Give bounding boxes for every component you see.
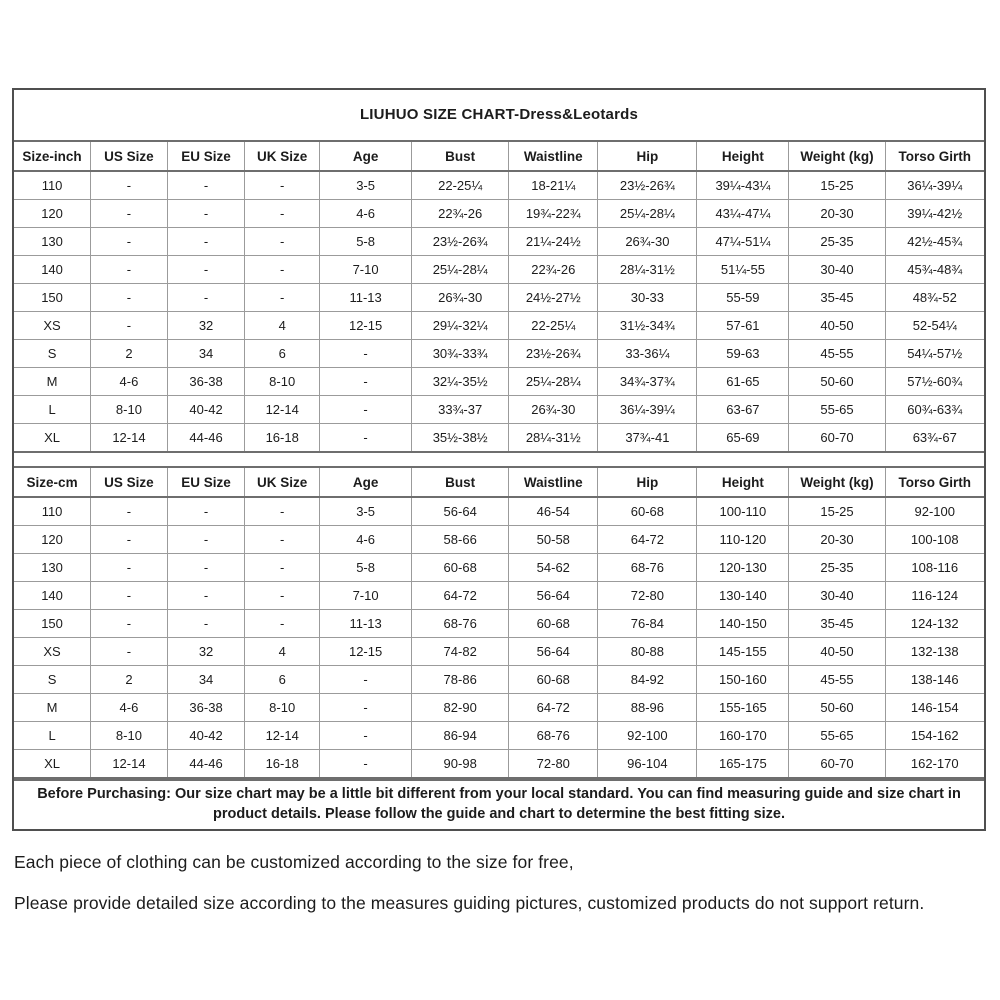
table-cell: - xyxy=(91,284,168,312)
table-cell: - xyxy=(91,554,168,582)
table-cell: 64-72 xyxy=(412,582,509,610)
table-cell: 68-76 xyxy=(509,722,598,750)
table-cell: 50-58 xyxy=(509,526,598,554)
table-cell: 42½-45¾ xyxy=(885,228,984,256)
table-cell: - xyxy=(167,497,245,526)
header-cell: Hip xyxy=(598,467,697,497)
table-cell: 78-86 xyxy=(412,666,509,694)
table-cell: 28¼-31½ xyxy=(598,256,697,284)
table-cell: 11-13 xyxy=(320,610,412,638)
table-cell: 35½-38½ xyxy=(412,424,509,453)
table-cell: 30-40 xyxy=(789,256,885,284)
size-table-cm xyxy=(14,466,984,779)
table-cell: 3-5 xyxy=(320,171,412,200)
table-cell: - xyxy=(245,228,320,256)
table-cell: 132-138 xyxy=(885,638,984,666)
table-cell: - xyxy=(167,200,245,228)
footnotes xyxy=(14,852,986,934)
table-cell: - xyxy=(245,526,320,554)
table-cell: 8-10 xyxy=(245,694,320,722)
header-cell: Age xyxy=(320,467,412,497)
table-cell: 6 xyxy=(245,666,320,694)
table-cell: 56-64 xyxy=(412,497,509,526)
table-cell: 19¾-22¾ xyxy=(509,200,598,228)
table-cell: - xyxy=(167,171,245,200)
table-cell: 60-70 xyxy=(789,424,885,453)
table-cell: - xyxy=(91,256,168,284)
table-cell: - xyxy=(167,256,245,284)
table-cell: 34 xyxy=(167,666,245,694)
table-row xyxy=(14,750,984,779)
table-cell: 36¼-39¼ xyxy=(598,396,697,424)
table-cell: - xyxy=(91,526,168,554)
table-cell: 55-65 xyxy=(789,722,885,750)
table-cell: 25-35 xyxy=(789,228,885,256)
table-cell: 160-170 xyxy=(697,722,789,750)
size-cell: S xyxy=(14,340,91,368)
table-cell: 20-30 xyxy=(789,200,885,228)
header-cell: Weight (kg) xyxy=(789,141,885,171)
table-cell: 92-100 xyxy=(885,497,984,526)
table-cell: 32 xyxy=(167,638,245,666)
table-cell: - xyxy=(91,200,168,228)
table-cell: 140-150 xyxy=(697,610,789,638)
size-cell: XS xyxy=(14,312,91,340)
table-row xyxy=(14,228,984,256)
table-cell: 61-65 xyxy=(697,368,789,396)
table-cell: 36¼-39¼ xyxy=(885,171,984,200)
table-cell: 45-55 xyxy=(789,666,885,694)
header-cell: US Size xyxy=(91,467,168,497)
table-cell: - xyxy=(167,610,245,638)
header-cell: Bust xyxy=(412,467,509,497)
table-cell: 22-25¼ xyxy=(412,171,509,200)
table-cell: 146-154 xyxy=(885,694,984,722)
table-row xyxy=(14,497,984,526)
table-cell: 12-14 xyxy=(91,750,168,779)
table-row xyxy=(14,424,984,453)
table-cell: 63-67 xyxy=(697,396,789,424)
table-row xyxy=(14,582,984,610)
table-cell: - xyxy=(167,228,245,256)
table-cell: 4-6 xyxy=(320,200,412,228)
table-row xyxy=(14,284,984,312)
table-cell: - xyxy=(91,228,168,256)
table-cell: 68-76 xyxy=(598,554,697,582)
table-cell: 26¾-30 xyxy=(598,228,697,256)
table-cell: 7-10 xyxy=(320,582,412,610)
table-cell: 22¾-26 xyxy=(509,256,598,284)
header-cell: Torso Girth xyxy=(885,467,984,497)
table-cell: 39¼-42½ xyxy=(885,200,984,228)
table-cell: - xyxy=(167,554,245,582)
size-cell: XL xyxy=(14,750,91,779)
table-cell: 43¼-47¼ xyxy=(697,200,789,228)
table-cell: 40-42 xyxy=(167,722,245,750)
table-cell: 25¼-28¼ xyxy=(598,200,697,228)
table-cell: 25¼-28¼ xyxy=(412,256,509,284)
table-cell: 32¼-35½ xyxy=(412,368,509,396)
table-cell: 80-88 xyxy=(598,638,697,666)
table-cell: 110-120 xyxy=(697,526,789,554)
table-cell: 20-30 xyxy=(789,526,885,554)
table-cell: 8-10 xyxy=(91,722,168,750)
table-cell: 2 xyxy=(91,340,168,368)
table-cell: 29¼-32¼ xyxy=(412,312,509,340)
table-cell: 72-80 xyxy=(509,750,598,779)
table-cell: 4 xyxy=(245,312,320,340)
table-cell: 145-155 xyxy=(697,638,789,666)
table-cell: - xyxy=(245,610,320,638)
table-cell: 45¾-48¾ xyxy=(885,256,984,284)
table-cell: 30-33 xyxy=(598,284,697,312)
table-cell: 65-69 xyxy=(697,424,789,453)
table-cell: 74-82 xyxy=(412,638,509,666)
size-cell: 110 xyxy=(14,171,91,200)
table-cell: 60-68 xyxy=(412,554,509,582)
header-cell: Hip xyxy=(598,141,697,171)
table-cell: 54-62 xyxy=(509,554,598,582)
table-cell: 12-14 xyxy=(245,722,320,750)
table-cell: 51¼-55 xyxy=(697,256,789,284)
table-cell: 15-25 xyxy=(789,171,885,200)
table-cell: - xyxy=(91,312,168,340)
header-cell: Torso Girth xyxy=(885,141,984,171)
table-cell: 44-46 xyxy=(167,750,245,779)
table-cell: 54¼-57½ xyxy=(885,340,984,368)
purchase-note: Before Purchasing: Our size chart may be a little bit different from your local standard. You can find measuring guide and size chart in product details. Please follow the guide and chart to determine the best fitting size. xyxy=(14,779,984,829)
table-cell: - xyxy=(320,340,412,368)
table-cell: 30¾-33¾ xyxy=(412,340,509,368)
table-cell: 21¼-24½ xyxy=(509,228,598,256)
table-cell: 108-116 xyxy=(885,554,984,582)
table-row xyxy=(14,610,984,638)
table-cell: 165-175 xyxy=(697,750,789,779)
size-cell: 110 xyxy=(14,497,91,526)
table-cell: - xyxy=(167,526,245,554)
table-cell: 90-98 xyxy=(412,750,509,779)
table-cell: 96-104 xyxy=(598,750,697,779)
size-cell: 150 xyxy=(14,610,91,638)
table-cell: 46-54 xyxy=(509,497,598,526)
table-cell: 31½-34¾ xyxy=(598,312,697,340)
table-cell: 12-15 xyxy=(320,638,412,666)
table-cell: 26¾-30 xyxy=(412,284,509,312)
table-cell: 23½-26¾ xyxy=(412,228,509,256)
table-cell: 82-90 xyxy=(412,694,509,722)
table-row xyxy=(14,694,984,722)
table-row xyxy=(14,312,984,340)
table-cell: 57-61 xyxy=(697,312,789,340)
size-cell: M xyxy=(14,368,91,396)
table-row xyxy=(14,171,984,200)
table-cell: 33-36¼ xyxy=(598,340,697,368)
table-row xyxy=(14,368,984,396)
table-cell: 44-46 xyxy=(167,424,245,453)
table-cell: 28¼-31½ xyxy=(509,424,598,453)
table-cell: - xyxy=(167,284,245,312)
footnote-return-policy: Please provide detailed size according to the measures guiding pictures, customized products do not support return. xyxy=(14,893,925,913)
table-row xyxy=(14,526,984,554)
table-cell: 26¾-30 xyxy=(509,396,598,424)
table-cell: 8-10 xyxy=(245,368,320,396)
table-cell: 15-25 xyxy=(789,497,885,526)
table-cell: 64-72 xyxy=(509,694,598,722)
table-cell: - xyxy=(245,497,320,526)
table-cell: 4 xyxy=(245,638,320,666)
table-row xyxy=(14,554,984,582)
table-cell: 86-94 xyxy=(412,722,509,750)
header-row-inch xyxy=(14,141,984,171)
table-cell: 6 xyxy=(245,340,320,368)
header-cell: Age xyxy=(320,141,412,171)
table-cell: 37¾-41 xyxy=(598,424,697,453)
table-cell: 7-10 xyxy=(320,256,412,284)
table-cell: - xyxy=(245,200,320,228)
table-cell: 35-45 xyxy=(789,284,885,312)
table-cell: 5-8 xyxy=(320,554,412,582)
size-cell: L xyxy=(14,722,91,750)
table-cell: 64-72 xyxy=(598,526,697,554)
header-cell: Size-cm xyxy=(14,467,91,497)
table-cell: 60-68 xyxy=(509,666,598,694)
table-cell: - xyxy=(320,694,412,722)
table-cell: 34¾-37¾ xyxy=(598,368,697,396)
table-cell: 162-170 xyxy=(885,750,984,779)
table-cell: 60¾-63¾ xyxy=(885,396,984,424)
table-cell: 130-140 xyxy=(697,582,789,610)
table-row xyxy=(14,396,984,424)
table-row xyxy=(14,722,984,750)
table-row xyxy=(14,200,984,228)
table-cell: 30-40 xyxy=(789,582,885,610)
table-cell: 100-110 xyxy=(697,497,789,526)
table-cell: 36-38 xyxy=(167,368,245,396)
table-cell: 24½-27½ xyxy=(509,284,598,312)
table-cell: 56-64 xyxy=(509,582,598,610)
table-cell: 3-5 xyxy=(320,497,412,526)
header-cell: US Size xyxy=(91,141,168,171)
table-cell: 56-64 xyxy=(509,638,598,666)
table-cell: 63¾-67 xyxy=(885,424,984,453)
table-cell: 25¼-28¼ xyxy=(509,368,598,396)
table-cell: 18-21¼ xyxy=(509,171,598,200)
size-cell: 140 xyxy=(14,256,91,284)
table-cell: 22-25¼ xyxy=(509,312,598,340)
table-cell: 39¼-43¼ xyxy=(697,171,789,200)
size-cell: XS xyxy=(14,638,91,666)
table-divider-gap xyxy=(14,453,984,466)
header-cell: Size-inch xyxy=(14,141,91,171)
header-cell: Height xyxy=(697,141,789,171)
header-cell: Waistline xyxy=(509,141,598,171)
table-cell: - xyxy=(91,582,168,610)
table-cell: 84-92 xyxy=(598,666,697,694)
table-cell: 47¼-51¼ xyxy=(697,228,789,256)
table-cell: - xyxy=(91,610,168,638)
table-row xyxy=(14,638,984,666)
header-cell: EU Size xyxy=(167,141,245,171)
header-cell: Height xyxy=(697,467,789,497)
table-cell: 33¾-37 xyxy=(412,396,509,424)
table-cell: - xyxy=(245,582,320,610)
table-cell: - xyxy=(245,284,320,312)
table-cell: 124-132 xyxy=(885,610,984,638)
size-cell: 130 xyxy=(14,554,91,582)
table-cell: 120-130 xyxy=(697,554,789,582)
table-cell: - xyxy=(245,171,320,200)
table-cell: 45-55 xyxy=(789,340,885,368)
size-cell: S xyxy=(14,666,91,694)
table-cell: 92-100 xyxy=(598,722,697,750)
table-cell: 76-84 xyxy=(598,610,697,638)
table-cell: 4-6 xyxy=(320,526,412,554)
table-cell: 68-76 xyxy=(412,610,509,638)
size-cell: 150 xyxy=(14,284,91,312)
table-cell: 25-35 xyxy=(789,554,885,582)
table-cell: 4-6 xyxy=(91,368,168,396)
table-cell: - xyxy=(91,497,168,526)
table-cell: 138-146 xyxy=(885,666,984,694)
table-cell: 32 xyxy=(167,312,245,340)
table-cell: 23½-26¾ xyxy=(509,340,598,368)
size-cell: XL xyxy=(14,424,91,453)
table-cell: 50-60 xyxy=(789,368,885,396)
table-cell: 150-160 xyxy=(697,666,789,694)
table-cell: 116-124 xyxy=(885,582,984,610)
header-cell: Waistline xyxy=(509,467,598,497)
table-cell: 60-70 xyxy=(789,750,885,779)
table-cell: - xyxy=(320,722,412,750)
table-cell: 72-80 xyxy=(598,582,697,610)
table-cell: - xyxy=(91,638,168,666)
size-cell: L xyxy=(14,396,91,424)
table-cell: 100-108 xyxy=(885,526,984,554)
table-cell: - xyxy=(320,424,412,453)
table-cell: 59-63 xyxy=(697,340,789,368)
size-table-inch xyxy=(14,140,984,453)
table-cell: - xyxy=(320,368,412,396)
table-cell: 12-15 xyxy=(320,312,412,340)
header-row-cm xyxy=(14,467,984,497)
table-cell: 16-18 xyxy=(245,750,320,779)
table-cell: 154-162 xyxy=(885,722,984,750)
table-cell: 48¾-52 xyxy=(885,284,984,312)
table-cell: 57½-60¾ xyxy=(885,368,984,396)
table-cell: 55-59 xyxy=(697,284,789,312)
table-row xyxy=(14,256,984,284)
table-cell: 58-66 xyxy=(412,526,509,554)
header-cell: UK Size xyxy=(245,467,320,497)
table-cell: 88-96 xyxy=(598,694,697,722)
table-cell: 16-18 xyxy=(245,424,320,453)
size-cell: 120 xyxy=(14,526,91,554)
table-cell: 40-50 xyxy=(789,312,885,340)
table-cell: 11-13 xyxy=(320,284,412,312)
table-cell: - xyxy=(320,396,412,424)
table-cell: 12-14 xyxy=(245,396,320,424)
table-cell: - xyxy=(167,582,245,610)
table-cell: 155-165 xyxy=(697,694,789,722)
table-cell: 60-68 xyxy=(509,610,598,638)
table-cell: - xyxy=(91,171,168,200)
header-cell: EU Size xyxy=(167,467,245,497)
size-cell: 130 xyxy=(14,228,91,256)
table-cell: 2 xyxy=(91,666,168,694)
table-cell: 40-42 xyxy=(167,396,245,424)
table-row xyxy=(14,666,984,694)
table-cell: 12-14 xyxy=(91,424,168,453)
table-cell: 60-68 xyxy=(598,497,697,526)
size-chart-panel xyxy=(12,88,986,831)
table-cell: 55-65 xyxy=(789,396,885,424)
table-cell: 34 xyxy=(167,340,245,368)
table-cell: - xyxy=(320,750,412,779)
table-cell: 50-60 xyxy=(789,694,885,722)
size-cell: 120 xyxy=(14,200,91,228)
table-cell: - xyxy=(245,256,320,284)
header-cell: UK Size xyxy=(245,141,320,171)
table-cell: 4-6 xyxy=(91,694,168,722)
chart-title: LIUHUO SIZE CHART-Dress&Leotards xyxy=(359,106,639,123)
table-cell: 5-8 xyxy=(320,228,412,256)
header-cell: Bust xyxy=(412,141,509,171)
table-cell: 8-10 xyxy=(91,396,168,424)
table-row xyxy=(14,340,984,368)
table-cell: 52-54¼ xyxy=(885,312,984,340)
header-cell: Weight (kg) xyxy=(789,467,885,497)
footnote-customization: Each piece of clothing can be customized according to the size for free, xyxy=(14,852,574,872)
table-cell: 35-45 xyxy=(789,610,885,638)
table-cell: 40-50 xyxy=(789,638,885,666)
table-cell: 22¾-26 xyxy=(412,200,509,228)
table-cell: 36-38 xyxy=(167,694,245,722)
size-cell: 140 xyxy=(14,582,91,610)
size-cell: M xyxy=(14,694,91,722)
table-cell: - xyxy=(320,666,412,694)
table-cell: 23½-26¾ xyxy=(598,171,697,200)
table-cell: - xyxy=(245,554,320,582)
